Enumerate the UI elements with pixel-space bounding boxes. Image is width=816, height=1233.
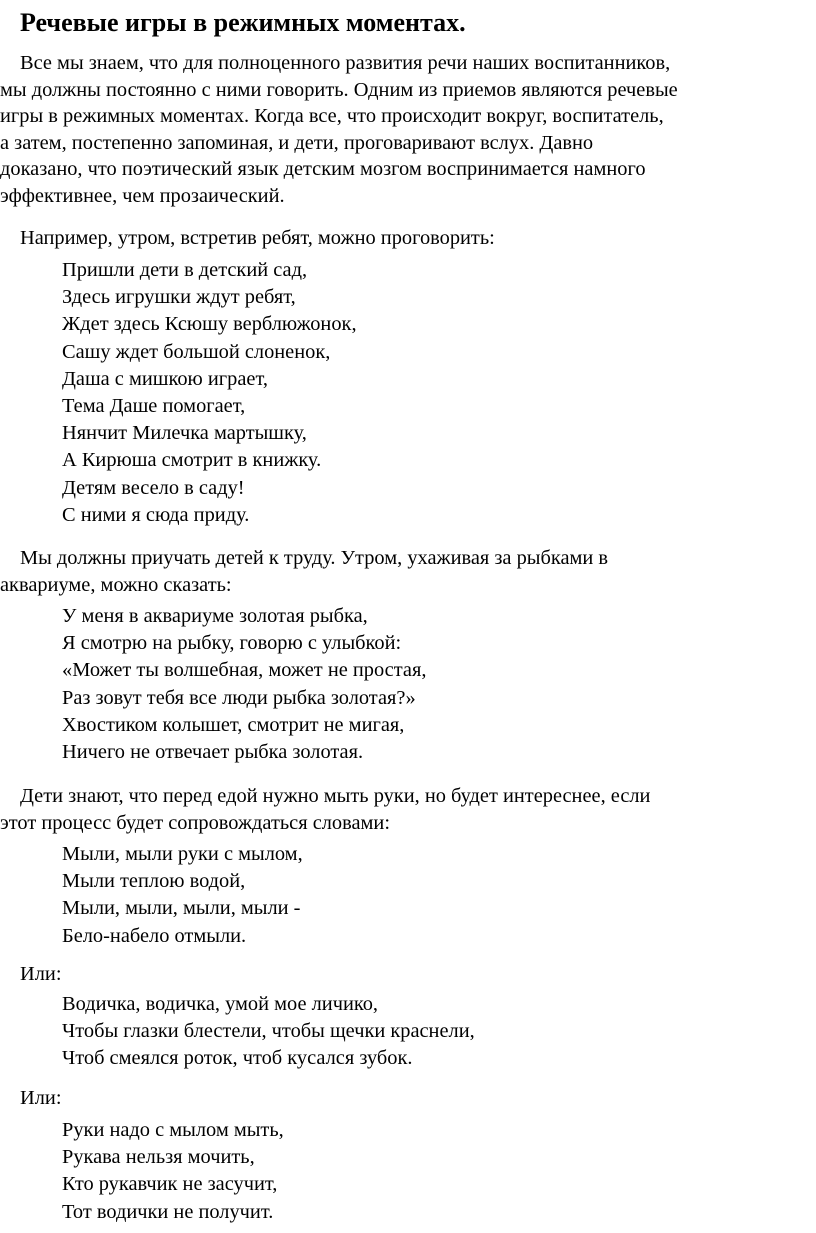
poem-line: Чтобы глазки блестели, чтобы щечки краснели,	[62, 1020, 475, 1043]
text-line: Все мы знаем, что для полноценного развития речи наших воспитанников,	[20, 52, 671, 74]
poem-line: Я смотрю на рыбку, говорю с улыбкой:	[62, 632, 402, 655]
poem-line: «Может ты волшебная, может не простая,	[62, 659, 427, 682]
poem-water	[62, 991, 475, 1073]
poem-line: Даша с мишкою играет,	[62, 367, 268, 390]
poem-line: Бело-набело отмыли.	[62, 924, 247, 947]
text-line: этот процесс будет сопровождаться словами:	[0, 811, 390, 834]
poem-goldfish	[62, 603, 426, 766]
poem-line: Детям весело в саду!	[62, 476, 245, 499]
poem-line: Здесь игрушки ждут ребят,	[62, 286, 296, 309]
text-line: Дети знают, что перед едой нужно мыть руки, но будет интереснее, если	[20, 785, 651, 807]
poem-line: Пришли дети в детский сад,	[62, 259, 308, 281]
wash-paragraph	[0, 783, 816, 836]
text-line: Мы должны приучать детей к труду. Утром, ухаживая за рыбками в	[20, 547, 609, 569]
poem-line: Мыли теплою водой,	[62, 870, 246, 893]
poem-line: Чтоб смеялся роток, чтоб кусался зубок.	[62, 1047, 413, 1070]
poem-line: У меня в аквариуме золотая рыбка,	[62, 605, 368, 627]
text-line: мы должны постоянно с ними говорить. Одним из приемов являются речевые	[0, 78, 678, 101]
poem-line: Раз зовут тебя все люди рыбка золотая?»	[62, 686, 416, 709]
example-intro: Например, утром, встретив ребят, можно проговорить:	[20, 227, 495, 249]
poem-line: Кто рукавчик не засучит,	[62, 1173, 278, 1196]
poem-line: Нянчит Милечка мартышку,	[62, 422, 307, 445]
page-title: Речевые игры в режимных моментах.	[20, 8, 466, 37]
text-line: аквариуме, можно сказать:	[0, 573, 232, 596]
poem-sleeves	[62, 1117, 284, 1226]
poem-line: Тема Даше помогает,	[62, 395, 246, 418]
poem-line: Ничего не отвечает рыбка золотая.	[62, 741, 364, 764]
poem-line: Хвостиком колышет, смотрит не мигая,	[62, 713, 405, 736]
or-label: Или:	[20, 963, 62, 985]
poem-line: Тот водички не получит.	[62, 1200, 274, 1223]
poem-washing-hands	[62, 841, 303, 950]
text-line: доказано, что поэтический язык детским мозгом воспринимается намного	[0, 158, 646, 181]
poem-kindergarten	[62, 257, 357, 529]
poem-line: Мыли, мыли руки с мылом,	[62, 843, 303, 865]
labor-paragraph	[0, 545, 816, 598]
poem-line: Руки надо с мылом мыть,	[62, 1119, 284, 1141]
intro-paragraph	[0, 50, 816, 210]
poem-line: Ждет здесь Ксюшу верблюжонок,	[62, 313, 357, 336]
poem-line: С ними я сюда приду.	[62, 503, 250, 526]
poem-line: А Кирюша смотрит в книжку.	[62, 449, 322, 472]
or-label: Или:	[20, 1087, 62, 1109]
poem-line: Рукава нельзя мочить,	[62, 1146, 255, 1169]
poem-line: Мыли, мыли, мыли, мыли -	[62, 897, 301, 920]
text-line: эффективнее, чем прозаический.	[0, 184, 285, 207]
text-line: игры в режимных моментах. Когда все, что происходит вокруг, воспитатель,	[0, 105, 664, 128]
text-line: а затем, постепенно запоминая, и дети, проговаривают вслух. Давно	[0, 131, 594, 154]
poem-line: Сашу ждет большой слоненок,	[62, 340, 331, 363]
poem-line: Водичка, водичка, умой мое личико,	[62, 993, 379, 1015]
